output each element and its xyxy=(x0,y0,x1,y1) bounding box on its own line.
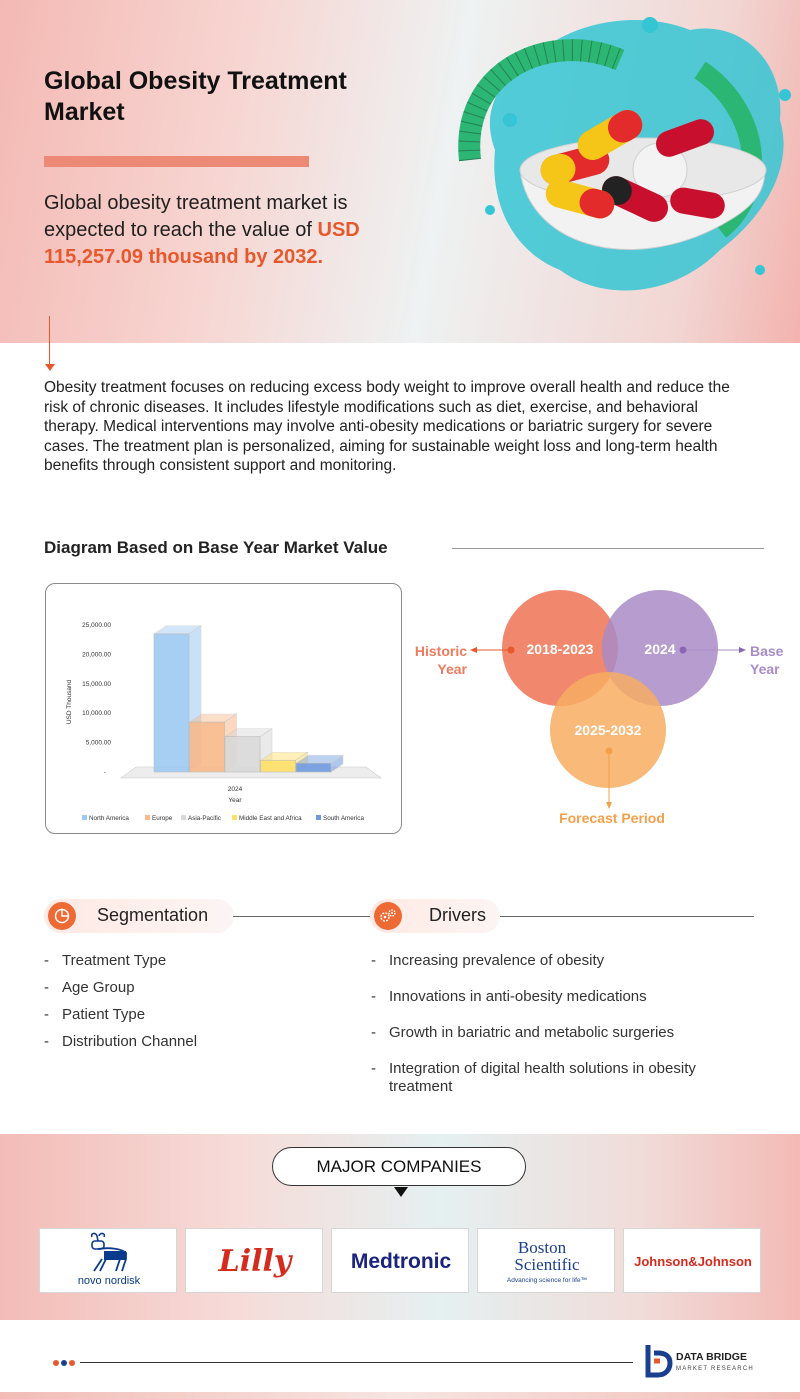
hero-pointer-line xyxy=(49,316,50,366)
drivers-title: Drivers xyxy=(429,905,486,925)
segmentation-item: - Distribution Channel xyxy=(44,1033,344,1060)
segmentation-divider xyxy=(233,916,371,917)
base-label-year: Year xyxy=(750,661,780,677)
gears-icon xyxy=(374,902,402,930)
legend-item xyxy=(82,815,129,822)
segmentation-header xyxy=(44,899,234,933)
hero-subtitle-text: Global obesity treatment market is expected to reach the value of xyxy=(44,192,348,241)
intro-paragraph: Obesity treatment focuses on reducing excess body weight to improve overall health and reduce the risk of chronic diseases. It includes lifestyle modifications such as diet, exercise, and behavioral therapy. Medical interventions may involve anti-obesity medications or bariatric surgery for severe cases. The treatment plan is personalized, aiming for sustainable weight loss and long-term health benefits through consistent support and monitoring. xyxy=(44,379,730,475)
boston-text: Boston xyxy=(517,1238,567,1257)
footer-brand-name: DATA BRIDGE xyxy=(676,1351,747,1363)
footer-divider xyxy=(80,1362,633,1363)
venn-historic-period: 2018-2023 xyxy=(526,641,594,657)
driver-item: - Integration of digital health solutions in obesity treatment xyxy=(371,1060,751,1096)
novo-nordisk-text: novo nordisk xyxy=(77,1275,141,1287)
footer-brand-tagline: MARKET RESEARCH xyxy=(676,1366,754,1372)
y-tick-label: - xyxy=(103,769,106,776)
footer-strip xyxy=(0,1392,800,1399)
driver-item: - Innovations in anti-obesity medications xyxy=(371,988,751,1006)
scientific-text: Scientific xyxy=(514,1255,580,1274)
companies-caret xyxy=(394,1187,408,1197)
base-label: Base xyxy=(750,643,784,659)
historic-label: Historic xyxy=(414,643,467,659)
x-axis-label: Year xyxy=(228,797,242,804)
data-bridge-logo xyxy=(640,1341,770,1381)
legend-item xyxy=(145,815,173,822)
johnson-johnson-logo-card xyxy=(623,1228,761,1293)
pie-chart-icon xyxy=(48,902,76,930)
novo-nordisk-logo-card xyxy=(39,1228,177,1293)
segmentation-item: - Age Group xyxy=(44,979,344,1006)
segmentation-item: - Treatment Type xyxy=(44,952,344,979)
segmentation-list xyxy=(44,952,344,1060)
boston-tagline: Advancing science for life™ xyxy=(506,1277,588,1284)
pills-bowl-illustration xyxy=(400,0,800,343)
svg-text:North America: North America xyxy=(89,815,129,822)
y-tick-label: 20,000.00 xyxy=(82,651,111,659)
forecast-label: Forecast Period xyxy=(559,810,665,826)
segmentation-title: Segmentation xyxy=(97,905,209,925)
lilly-text: Lilly xyxy=(218,1244,292,1279)
bar-chart-card xyxy=(45,583,402,834)
y-tick-label: 25,000.00 xyxy=(82,622,111,629)
segmentation-item: - Patient Type xyxy=(44,1006,344,1033)
drivers-list xyxy=(371,952,751,1096)
y-tick-label: 15,000.00 xyxy=(82,680,111,688)
hero-banner xyxy=(0,0,800,343)
driver-item: - Increasing prevalence of obesity xyxy=(371,952,751,970)
jnj-text: Johnson&Johnson xyxy=(634,1254,752,1269)
hero-subtitle xyxy=(44,190,404,271)
lilly-logo-card xyxy=(185,1228,323,1293)
footer-dots xyxy=(52,1359,76,1367)
driver-item: - Growth in bariatric and metabolic surgeries xyxy=(371,1024,751,1042)
major-companies-title: MAJOR COMPANIES xyxy=(272,1147,526,1186)
medtronic-text: Medtronic xyxy=(350,1250,452,1273)
svg-text:Middle East and Africa: Middle East and Africa xyxy=(239,815,302,822)
diagram-section-title: Diagram Based on Base Year Market Value xyxy=(44,538,388,557)
svg-text:Asia-Pacific: Asia-Pacific xyxy=(188,815,221,822)
novo-nordisk-logo xyxy=(40,1229,178,1294)
y-tick-label: 10,000.00 xyxy=(82,710,111,718)
legend-item xyxy=(181,815,221,822)
legend-item xyxy=(316,815,364,822)
y-tick-label: 5,000.00 xyxy=(85,739,111,747)
title-underline-bar xyxy=(44,156,309,167)
x-tick-label: 2024 xyxy=(227,786,243,793)
boston-scientific-logo-card xyxy=(477,1228,615,1293)
drivers-header xyxy=(370,899,500,933)
svg-text:Europe: Europe xyxy=(152,815,173,822)
hero-pointer-arrow xyxy=(45,364,55,371)
medtronic-logo-card xyxy=(331,1228,469,1293)
y-axis-label: USD Thousand xyxy=(66,679,73,725)
timeline-venn-diagram xyxy=(410,585,800,835)
svg-text:South America: South America xyxy=(323,815,364,822)
drivers-divider xyxy=(500,916,754,917)
venn-forecast-period: 2025-2032 xyxy=(574,722,642,738)
section-divider xyxy=(452,548,764,549)
hero-subtitle-highlight: USD 115,257.09 thousand by 2032. xyxy=(44,219,360,268)
venn-base-year: 2024 xyxy=(644,641,676,657)
page-title: Global Obesity Treatment Market xyxy=(44,67,347,126)
historic-label-year: Year xyxy=(437,661,467,677)
bar-chart xyxy=(46,584,403,835)
legend-item xyxy=(232,815,302,822)
